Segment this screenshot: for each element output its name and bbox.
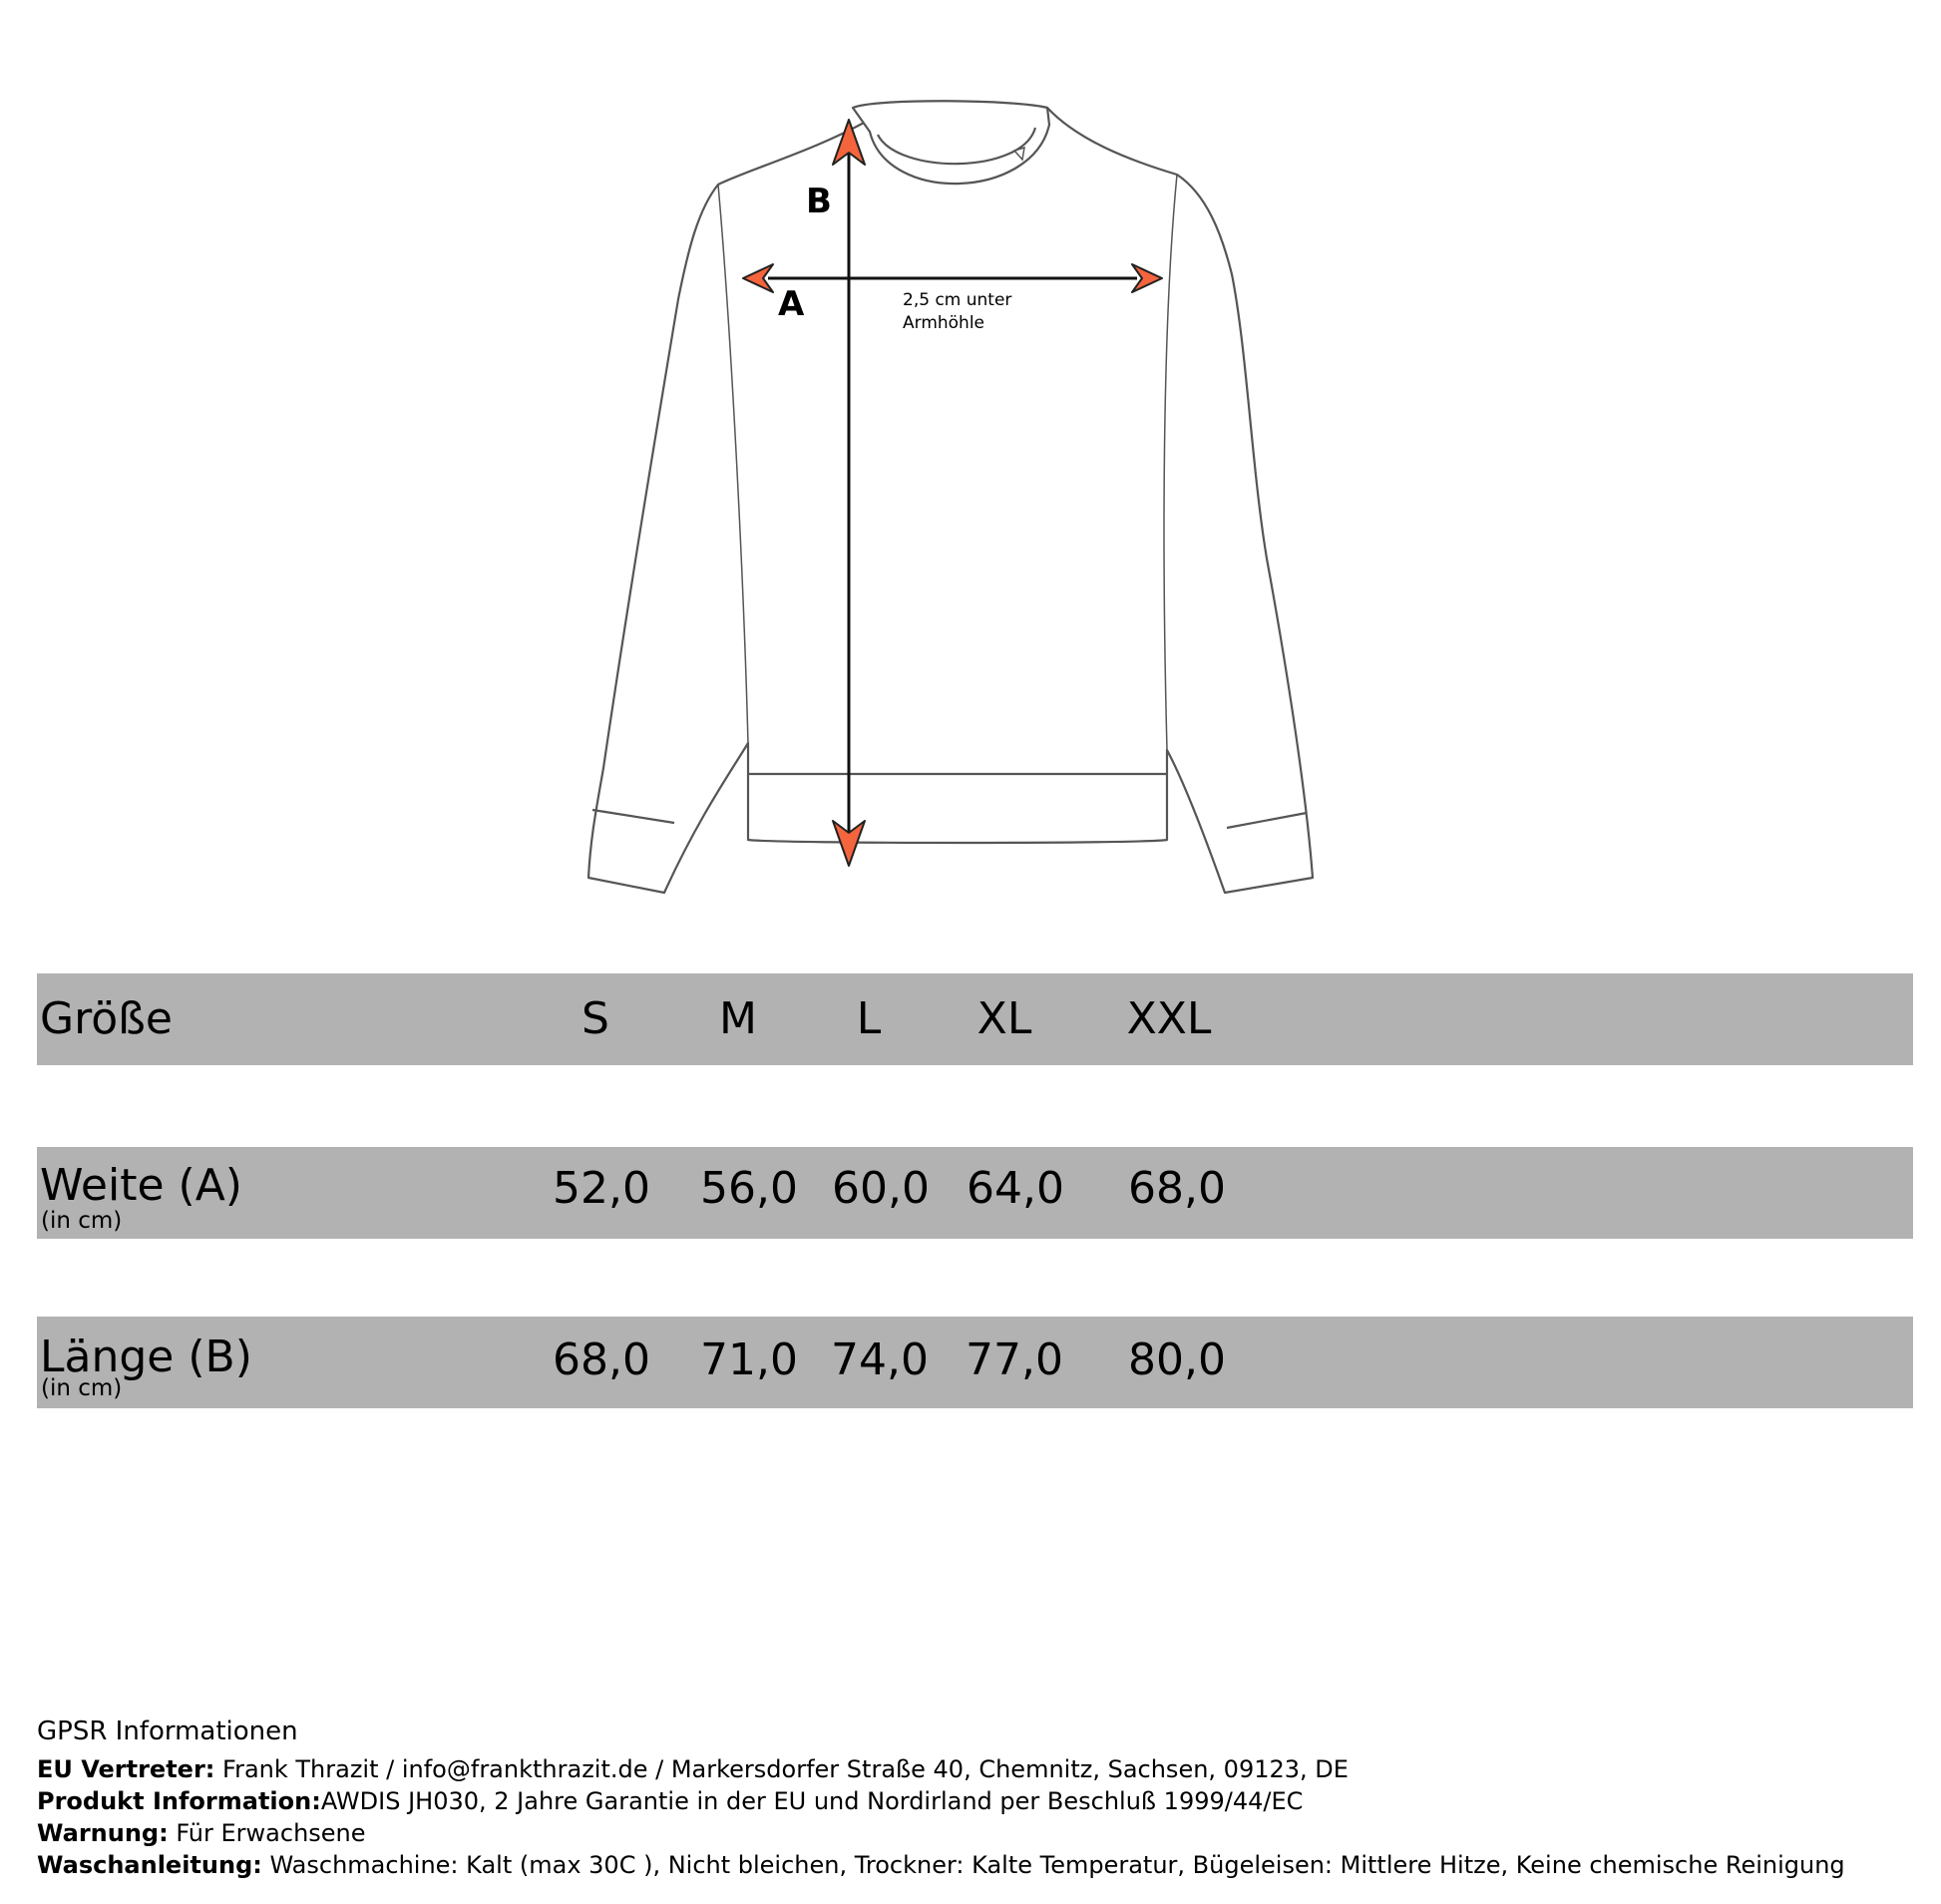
length-row-unit: (in cm) <box>41 1375 123 1401</box>
gpsr-value: Waschmachine: Kalt (max 30C ), Nicht bleichen, Trockner: Kalte Temperatur, Bügeleisen: Mittlere Hitze, Keine chemische Reinigung <box>261 1851 1845 1879</box>
width-cell: 64,0 <box>967 1163 1064 1214</box>
gpsr-key: Warnung: <box>37 1819 169 1847</box>
size-header-cell: S <box>582 993 609 1044</box>
width-cell: 68,0 <box>1128 1163 1226 1214</box>
note-line-1: 2,5 cm unter <box>903 290 1012 310</box>
gpsr-key: Waschanleitung: <box>37 1851 262 1879</box>
length-cell: 80,0 <box>1128 1334 1226 1385</box>
size-header-cell: M <box>719 993 757 1044</box>
length-cell: 74,0 <box>831 1334 929 1385</box>
label-b: B <box>806 182 832 221</box>
width-row-label: Weite (A) <box>40 1160 242 1211</box>
measurement-note <box>903 289 1072 335</box>
length-cell: 68,0 <box>553 1334 650 1385</box>
gpsr-line-warning <box>37 1817 1922 1849</box>
width-row-unit: (in cm) <box>41 1208 123 1234</box>
width-cell: 56,0 <box>700 1163 798 1214</box>
size-header-cell: XL <box>976 993 1032 1044</box>
length-row-label: Länge (B) <box>40 1332 252 1382</box>
gpsr-info <box>37 1715 1922 1881</box>
gpsr-key: EU Vertreter: <box>37 1755 215 1783</box>
note-line-2: Armhöhle <box>903 313 985 333</box>
length-cell: 71,0 <box>700 1334 798 1385</box>
sweatshirt-outline <box>588 101 1313 893</box>
size-header-cell: XXL <box>1126 993 1212 1044</box>
gpsr-line-care-instructions <box>37 1849 1922 1881</box>
gpsr-key: Produkt Information: <box>37 1787 321 1815</box>
size-header-cell: L <box>856 993 882 1044</box>
gpsr-title: GPSR Informationen <box>37 1716 298 1746</box>
length-row <box>37 1317 1913 1408</box>
size-header-row <box>37 973 1913 1065</box>
width-row <box>37 1147 1913 1239</box>
width-cell: 60,0 <box>832 1163 930 1214</box>
gpsr-line-eu-representative <box>37 1753 1922 1785</box>
length-cell: 77,0 <box>966 1334 1063 1385</box>
gpsr-value: Frank Thrazit / info@frankthrazit.de / Markersdorfer Straße 40, Chemnitz, Sachsen, 09123, DE <box>214 1755 1349 1783</box>
width-cell: 52,0 <box>553 1163 650 1214</box>
gpsr-value: AWDIS JH030, 2 Jahre Garantie in der EU und Nordirland per Beschluß 1999/44/EC <box>320 1787 1304 1815</box>
size-header-label: Größe <box>40 993 173 1044</box>
label-a: A <box>778 284 805 324</box>
gpsr-value: Für Erwachsene <box>168 1819 366 1847</box>
gpsr-line-product-info <box>37 1785 1922 1817</box>
